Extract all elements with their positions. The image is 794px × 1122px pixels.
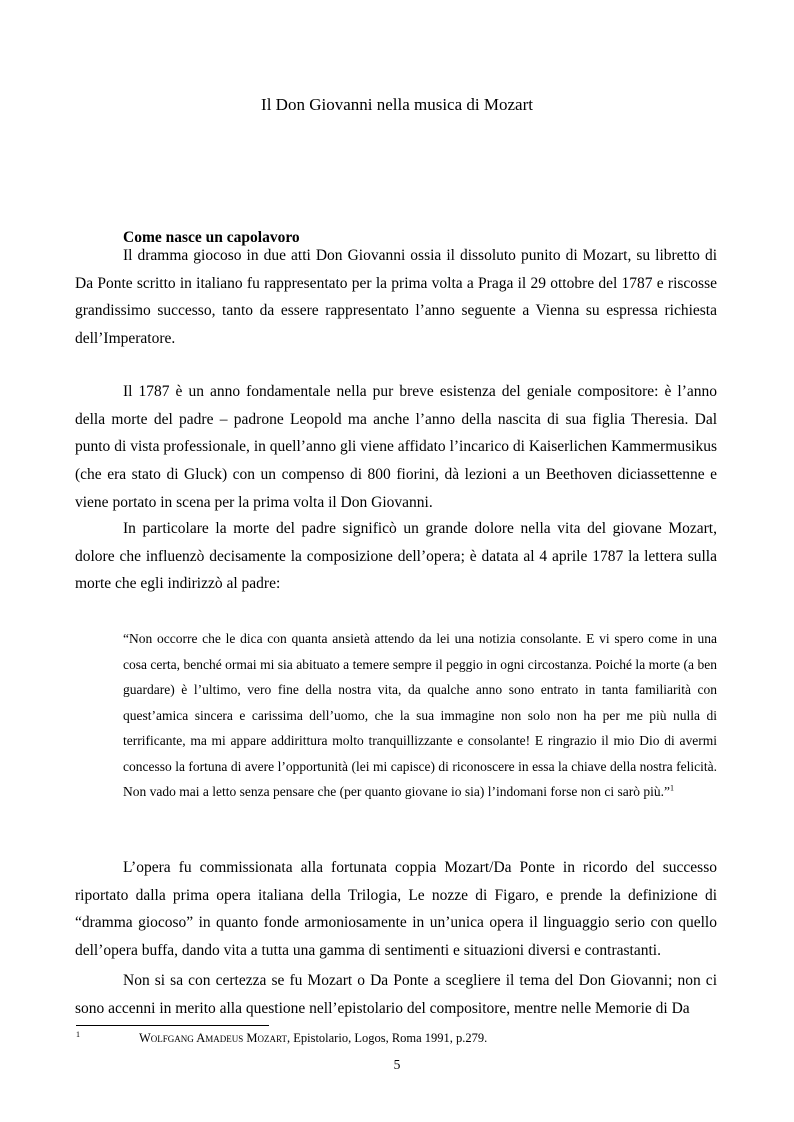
block-quote-text: “Non occorre che le dica con quanta ansietà attendo da lei una notizia consolante. E vi spero come in una cosa certa, benché ormai mi sia abituato a temere sempre il peggio in ogni circostanza. Poiché la morte (a ben guardare) è l’ultimo, vero fine della nostra vita, da qualche anno sono entrato in tanta familiarità con quest’amica sincera e carissima dell’uomo, che la sua immagine non solo non ha per me più nulla di terrificante, ma mi appare addirittura molto tranquillizzante e consolante! E ringrazio il mio Dio di avermi concesso la fortuna di avere l’opportunità (lei mi capisce) di riconoscere in essa la chiave della nostra felicità. Non vado mai a letto senza pensare che (per quanto giovane io sia) l’indomani forse non ci sarò più.” xyxy=(123,631,717,799)
paragraph-2-text: Il 1787 è un anno fondamentale nella pur breve esistenza del geniale compositore: è l’anno della morte del padre – padrone Leopold ma anche l’anno della nascita di sua figlia Theresia. Dal punto di vista professionale, in quell’anno gli viene affidato l’incarico di Kaiserlichen Kammermusikus (che era stato di Gluck) con un compenso di 800 fiorini, dà lezioni a un Beethoven diciassettenne e viene portato in scena per la prima volta il Don Giovanni. xyxy=(75,383,717,511)
paragraph-4 xyxy=(75,854,717,965)
paragraph-3-text: In particolare la morte del padre significò un grande dolore nella vita del giovane Mozart, dolore che influenzò decisamente la composizione dell’opera; è datata al 4 aprile 1787 la lettera sulla morte che egli indirizzò al padre: xyxy=(75,520,717,593)
footnote-author: Wolfgang Amadeus Mozart xyxy=(139,1031,287,1045)
footnote xyxy=(76,1029,718,1047)
footnote-separator xyxy=(76,1025,269,1026)
page-title: Il Don Giovanni nella musica di Mozart xyxy=(261,95,533,114)
paragraph-1-text: Il dramma giocoso in due atti Don Giovanni ossia il dissoluto punito di Mozart, su libretto di Da Ponte scritto in italiano fu rappresentato per la prima volta a Praga il 29 ottobre del 1787 e riscosse grandissimo successo, tanto da essere rappresentato l’anno seguente a Vienna su espressa richiesta dell’Imperatore. xyxy=(75,247,717,348)
footnote-citation: , Epistolario, Logos, Roma 1991, p.279. xyxy=(286,1031,488,1045)
section-heading: Come nasce un capolavoro xyxy=(123,229,300,246)
paragraph-4-text: L’opera fu commissionata alla fortunata coppia Mozart/Da Ponte in ricordo del successo riportato dalla prima opera italiana della Trilogia, Le nozze di Figaro, e prende la definizione di “dramma giocoso” in quanto fonde armoniosamente in un’unica opera il linguaggio serio con quello dell’opera buffa, dando vita a tutta una gamma di sentimenti e situazioni diversi e contrastanti. xyxy=(75,859,717,960)
footnote-reference[interactable]: 1 xyxy=(669,783,674,793)
paragraph-1 xyxy=(75,242,717,353)
footnote-marker: 1 xyxy=(76,1030,80,1039)
paragraph-3 xyxy=(75,515,717,598)
paragraph-2 xyxy=(75,378,717,517)
paragraph-5 xyxy=(75,967,717,1022)
paragraph-5-text: Non si sa con certezza se fu Mozart o Da Ponte a scegliere il tema del Don Giovanni; non ci sono accenni in merito alla questione nell’epistolario del compositore, mentre nelle Memorie di Da xyxy=(75,972,717,1017)
block-quote xyxy=(123,626,717,805)
page-number: 5 xyxy=(393,1057,401,1072)
